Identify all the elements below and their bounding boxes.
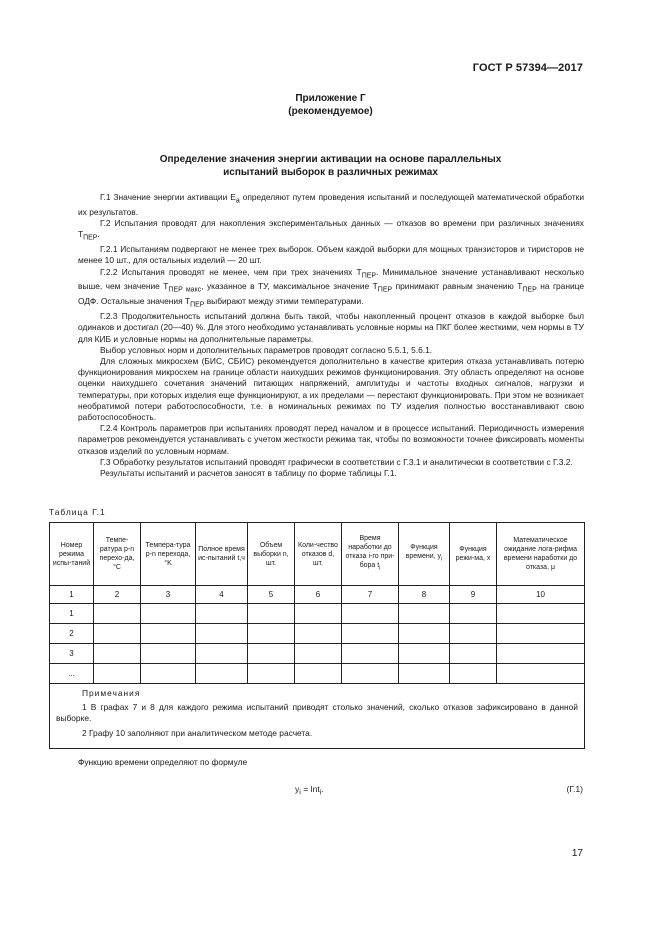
paragraph-g2: Г.2 Испытания проводят для накопления экспериментальных данных — отказов во времени при различных значениях $T_{ПЕР}$.: [78, 218, 584, 242]
formula: $y_i = \ln t_i$.: [295, 784, 324, 797]
column-number: 10: [497, 586, 585, 604]
table-header-cell: Полное время ис-пытаний t,ч: [196, 523, 248, 586]
paragraph-complex-ics: Для сложных микросхем (БИС, СБИС) рекомендуется дополнительно в качестве критерия отказа устанавливать потерю функционирования микросхем на границе области наихудших режимов функционирования. Эту область определяют на основе оценки наихудшего сочетания значений питающих напряжений, амплитуды и частоты входных сигналов, нагрузки и температуры, при которых изделия еще функционируют, а их пределами — перестают функционировать. При этом не возникает необратимой потери работоспособности, т.е. в номинальных режимах по ТУ изделия полностью восстанавливают свою работоспособность.: [78, 356, 584, 423]
table-row: [50, 644, 585, 664]
column-number: 4: [196, 586, 248, 604]
table-header-cell: Математическое ожидание лога-рифма времени наработки до отказа, μ: [497, 523, 585, 586]
document-code: ГОСТ Р 57394—2017: [472, 62, 583, 74]
paragraph-g2-2: Г.2.2 Испытания проводят не менее, чем при трех значениях $T_{ПЕР}$. Минимальное значение устанавливают несколько выше, чем значение $T_{ПЕР макс}$, указанное в ТУ, максимальное значение $T_{ПЕР}$ принимают равным значению $T_{ПЕР}$ на границе ОДФ. Остальные значения $T_{ПЕР}$ выбирают между этими температурами.: [78, 266, 585, 309]
paragraph-g1: Г.1 Значение энергии активации $E_a$ определяют путем проведения испытаний и последующей математической обработки их результатов.: [78, 192, 585, 217]
column-number: 1: [50, 586, 94, 604]
table-header-cell: Объем выборки n, шт.: [248, 523, 295, 586]
section-title-line-2: испытаний выборок в различных режимах: [223, 166, 438, 178]
column-number: 6: [295, 586, 342, 604]
table-notes: [50, 684, 585, 749]
column-number: 5: [248, 586, 295, 604]
formula-number: (Г.1): [566, 784, 583, 794]
body-text: [78, 192, 584, 479]
annex-title: Приложение Г: [295, 93, 366, 104]
mode-number: ...: [50, 664, 94, 684]
table-row: [50, 664, 585, 684]
table-header-row: [50, 523, 585, 586]
table-row: [50, 624, 585, 644]
annex-status: (рекомендуемое): [288, 106, 373, 117]
paragraph-g2-3: Г.2.3 Продолжительность испытаний должна быть такой, чтобы накопленный процент отказов в каждой выборке был одинаков и достигал (20—40) %. Для этого необходимо устанавливать условные нормы на ПКГ более жесткими, чем нормы в ТУ для КИБ и условные нормы на дополнительные параметры.: [78, 311, 584, 344]
results-table: [49, 522, 585, 749]
mode-number: 2: [50, 624, 94, 644]
column-number: 3: [141, 586, 196, 604]
column-number-row: [50, 586, 585, 604]
table-row: [50, 604, 585, 624]
table-header-cell: Номер режима испы-таний: [50, 523, 94, 586]
section-title-line-1: Определение значения энергии активации на основе параллельных: [159, 154, 502, 165]
paragraph-g2-1: Г.2.1 Испытаниям подвергают не менее трех выборок. Объем каждой выборки для мощных транзисторов и тиристоров не менее 10 шт., для остальных изделий — 20 шт.: [78, 244, 584, 266]
page-number: 17: [571, 848, 583, 859]
table-header-cell: Функция режи-ма, x: [450, 523, 497, 586]
table-header-cell: Темпе-ратура p-n перехо-да, °C: [94, 523, 141, 586]
paragraph-g2-4: Г.2.4 Контроль параметров при испытаниях проводят перед началом и в процессе испытаний. Периодичность измерения параметров рекомендуется устанавливать с учетом жесткости режима так, чтобы по возможности точнее фиксировать моменты отказов изделий по условным нормам.: [78, 423, 584, 456]
table-header-cell: Темпера-тура p-n перехода, °K: [141, 523, 196, 586]
annex-heading: [0, 92, 661, 118]
formula-intro: Функцию времени определяют по формуле: [78, 757, 248, 767]
column-number: 8: [399, 586, 450, 604]
mode-number: 1: [50, 604, 94, 624]
paragraph-results: Результаты испытаний и расчетов заносят в таблицу по форме таблицы Г.1.: [100, 468, 397, 479]
paragraph-norms: Выбор условных норм и дополнительных параметров проводят согласно 5.5.1, 5.6.1.: [100, 344, 433, 355]
table-header-cell: Коли-чество отказов d, шт.: [295, 523, 342, 586]
table-header-cell: Время наработки до отказа i-го при-бора $t_i$: [342, 523, 399, 586]
paragraph-g3: Г.3 Обработку результатов испытаний проводят графически в соответствии с Г.3.1 и аналитически в соответствии с Г.3.2.: [100, 456, 573, 467]
section-title: [0, 154, 661, 179]
column-number: 2: [94, 586, 141, 604]
column-number: 7: [342, 586, 399, 604]
mode-number: 3: [50, 644, 94, 664]
table-header-cell: Функция времени, $y_i$: [399, 523, 450, 586]
note-item: 2 Графу 10 заполняют при аналитическом методе расчета.: [82, 727, 313, 738]
column-number: 9: [450, 586, 497, 604]
table-notes-row: [50, 684, 585, 749]
table-caption: Таблица Г.1: [49, 507, 106, 517]
note-item: 1 В графах 7 и 8 для каждого режима испытаний приводят столько значений, сколько отказов зафиксировано в данной выборке.: [56, 702, 578, 724]
notes-title: Примечания: [82, 688, 141, 698]
